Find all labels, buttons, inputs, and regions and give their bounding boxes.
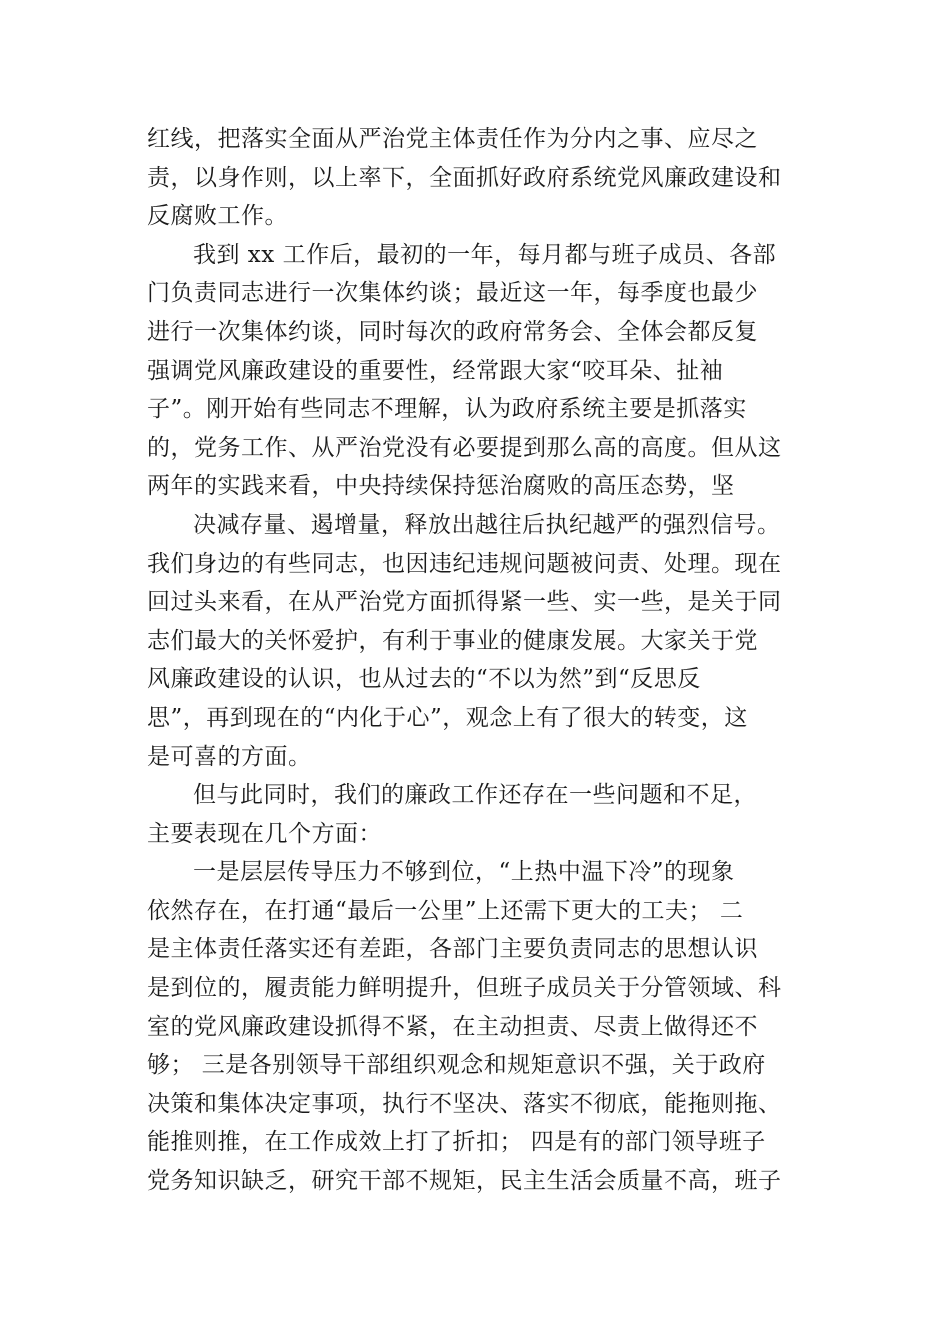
text-line: 的，党务工作、从严治党没有必要提到那么高的高度。但从这 — [147, 434, 782, 461]
body-text — [147, 120, 807, 1201]
text-line: 反腐败工作。 — [147, 203, 288, 230]
text-line: 进行一次集体约谈，同时每次的政府常务会、全体会都反复 — [147, 318, 758, 345]
text-line: 决减存量、遏增量，释放出越往后执纪越严的强烈信号。 — [193, 511, 781, 538]
text-line: 门负责同志进行一次集体约谈；最近这一年，每季度也最少 — [147, 280, 758, 307]
text-line: 一是层层传导压力不够到位，“上热中温下冷”的现象 — [193, 859, 735, 886]
text-line: 子”。刚开始有些同志不理解，认为政府系统主要是抓落实 — [147, 396, 747, 423]
text-line: 主要表现在几个方面： — [147, 820, 382, 847]
text-line: 志们最大的关怀爱护，有利于事业的健康发展。大家关于党 — [147, 627, 758, 654]
text-line: 室的党风廉政建设抓得不紧，在主动担责、尽责上做得还不 — [147, 1013, 758, 1040]
text-line: 是可喜的方面。 — [147, 743, 312, 770]
text-line: 能推则推，在工作成效上打了折扣； 四是有的部门领导班子 — [147, 1129, 766, 1156]
text-line: 够； 三是各别领导干部组织观念和规矩意识不强，关于政府 — [147, 1052, 766, 1079]
text-line: 回过头来看，在从严治党方面抓得紧一些、实一些，是关于同 — [147, 589, 782, 616]
text-line: 强调党风廉政建设的重要性，经常跟大家“咬耳朵、扯袖 — [147, 357, 724, 384]
paragraph-4 — [147, 776, 807, 815]
text-line: 责，以身作则，以上率下，全面抓好政府系统党风廉政建设和 — [147, 164, 782, 191]
text-line: 思”，再到现在的“内化于心”，观念上有了很大的转变，这 — [147, 704, 748, 731]
text-line: 我们身边的有些同志，也因违纪违规问题被问责、处理。现在 — [147, 550, 782, 577]
text-line: 我到 xx 工作后，最初的一年，每月都与班子成员、各部 — [193, 241, 777, 268]
text-line: 是到位的，履责能力鲜明提升，但班子成员关于分管领域、科 — [147, 975, 782, 1002]
paragraph-3 — [147, 506, 807, 776]
text-line: 决策和集体决定事项，执行不坚决、落实不彻底，能拖则拖、 — [147, 1090, 782, 1117]
text-line: 红线，把落实全面从严治党主体责任作为分内之事、应尽之 — [147, 126, 758, 152]
paragraph-2 — [147, 236, 807, 506]
text-line: 但与此同时，我们的廉政工作还存在一些问题和不足， — [193, 782, 757, 809]
text-line: 是主体责任落实还有差距，各部门主要负责同志的思想认识 — [147, 936, 758, 963]
paragraph-1 — [147, 120, 807, 236]
text-line: 两年的实践来看，中央持续保持惩治腐败的高压态势，坚 — [147, 473, 735, 500]
text-line: 依然存在，在打通“最后一公里”上还需下更大的工夫； 二 — [147, 897, 744, 924]
paragraph-5 — [147, 815, 807, 854]
text-line: 风廉政建设的认识，也从过去的“不以为然”到“反思反 — [147, 666, 701, 693]
paragraph-6 — [147, 853, 807, 1200]
text-line: 党务知识缺乏，研究干部不规矩，民主生活会质量不高，班子 — [147, 1168, 782, 1195]
